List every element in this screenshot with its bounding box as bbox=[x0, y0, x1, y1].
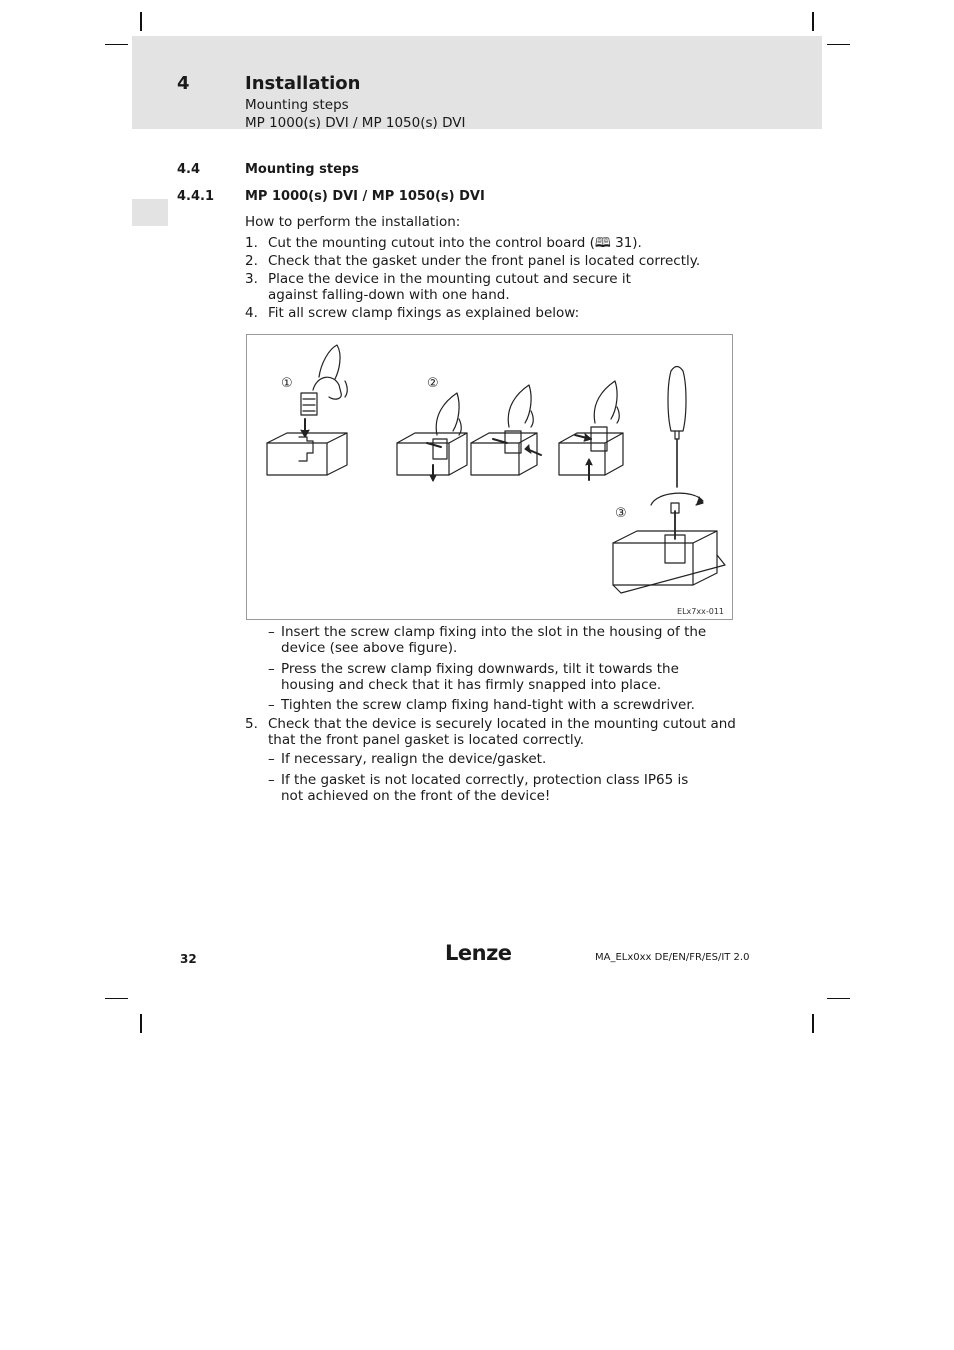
step-text: Cut the mounting cutout into the control board (🕮 31). bbox=[268, 235, 642, 251]
figure-label-3: ③ bbox=[615, 506, 627, 521]
crop-mark bbox=[105, 44, 128, 45]
step-text: Place the device in the mounting cutout and secure it against falling-down with one hand. bbox=[268, 271, 631, 303]
chapter-title: Installation bbox=[245, 73, 361, 94]
figure-code: ELx7xx-011 bbox=[677, 607, 724, 616]
step-number: 4. bbox=[245, 305, 258, 321]
substep-text: If necessary, realign the device/gasket. bbox=[281, 751, 547, 767]
dash-bullet: – bbox=[268, 751, 275, 767]
step-text: Fit all screw clamp fixings as explained below: bbox=[268, 305, 580, 321]
header-subtitle: MP 1000(s) DVI / MP 1050(s) DVI bbox=[245, 115, 466, 131]
crop-mark bbox=[812, 12, 814, 31]
substep-text: Press the screw clamp fixing downwards, tilt it towards the housing and check that it has firmly snapped into place. bbox=[281, 661, 679, 693]
chapter-number: 4 bbox=[177, 73, 190, 94]
dash-bullet: – bbox=[268, 697, 275, 713]
crop-mark bbox=[827, 998, 850, 999]
step-number: 3. bbox=[245, 271, 258, 287]
step-number: 2. bbox=[245, 253, 258, 269]
intro-text: How to perform the installation: bbox=[245, 214, 461, 230]
mounting-figure bbox=[246, 334, 733, 620]
substep-text: If the gasket is not located correctly, protection class IP65 is not achieved on the front of the device! bbox=[281, 772, 689, 804]
crop-mark bbox=[140, 1014, 142, 1033]
figure-label-2: ② bbox=[427, 376, 439, 391]
subsection-title: MP 1000(s) DVI / MP 1050(s) DVI bbox=[245, 189, 485, 204]
crop-mark bbox=[812, 1014, 814, 1033]
crop-mark bbox=[827, 44, 850, 45]
substep-text: Insert the screw clamp fixing into the slot in the housing of the device (see above figure). bbox=[281, 624, 707, 656]
figure-label-1: ① bbox=[281, 376, 293, 391]
substep-text: Tighten the screw clamp fixing hand-tight with a screwdriver. bbox=[281, 697, 695, 713]
chapter-side-tab bbox=[132, 199, 168, 226]
step-number: 1. bbox=[245, 235, 258, 251]
section-title: Mounting steps bbox=[245, 162, 359, 177]
step2a-drawing bbox=[397, 393, 467, 481]
header-subtitle: Mounting steps bbox=[245, 97, 349, 113]
lenze-logo: Lenze bbox=[445, 941, 512, 965]
crop-mark bbox=[140, 12, 142, 31]
step-text: Check that the gasket under the front panel is located correctly. bbox=[268, 253, 701, 269]
step3-drawing bbox=[613, 493, 725, 593]
screw-clamp-illustration bbox=[247, 335, 732, 619]
subsection-number: 4.4.1 bbox=[177, 189, 215, 204]
step1-drawing bbox=[267, 345, 347, 475]
screwdriver-drawing bbox=[668, 367, 686, 488]
page-number: 32 bbox=[180, 952, 197, 966]
section-number: 4.4 bbox=[177, 162, 201, 177]
dash-bullet: – bbox=[268, 624, 275, 640]
document-id: MA_ELx0xx DE/EN/FR/ES/IT 2.0 bbox=[595, 952, 750, 963]
dash-bullet: – bbox=[268, 661, 275, 677]
step-text: Check that the device is securely located in the mounting cutout and that the front panel gasket is located correctly. bbox=[268, 716, 736, 748]
step2c-drawing bbox=[559, 381, 623, 480]
step2b-drawing bbox=[471, 385, 541, 475]
header-band bbox=[132, 36, 822, 129]
dash-bullet: – bbox=[268, 772, 275, 788]
crop-mark bbox=[105, 998, 128, 999]
step-number: 5. bbox=[245, 716, 258, 732]
